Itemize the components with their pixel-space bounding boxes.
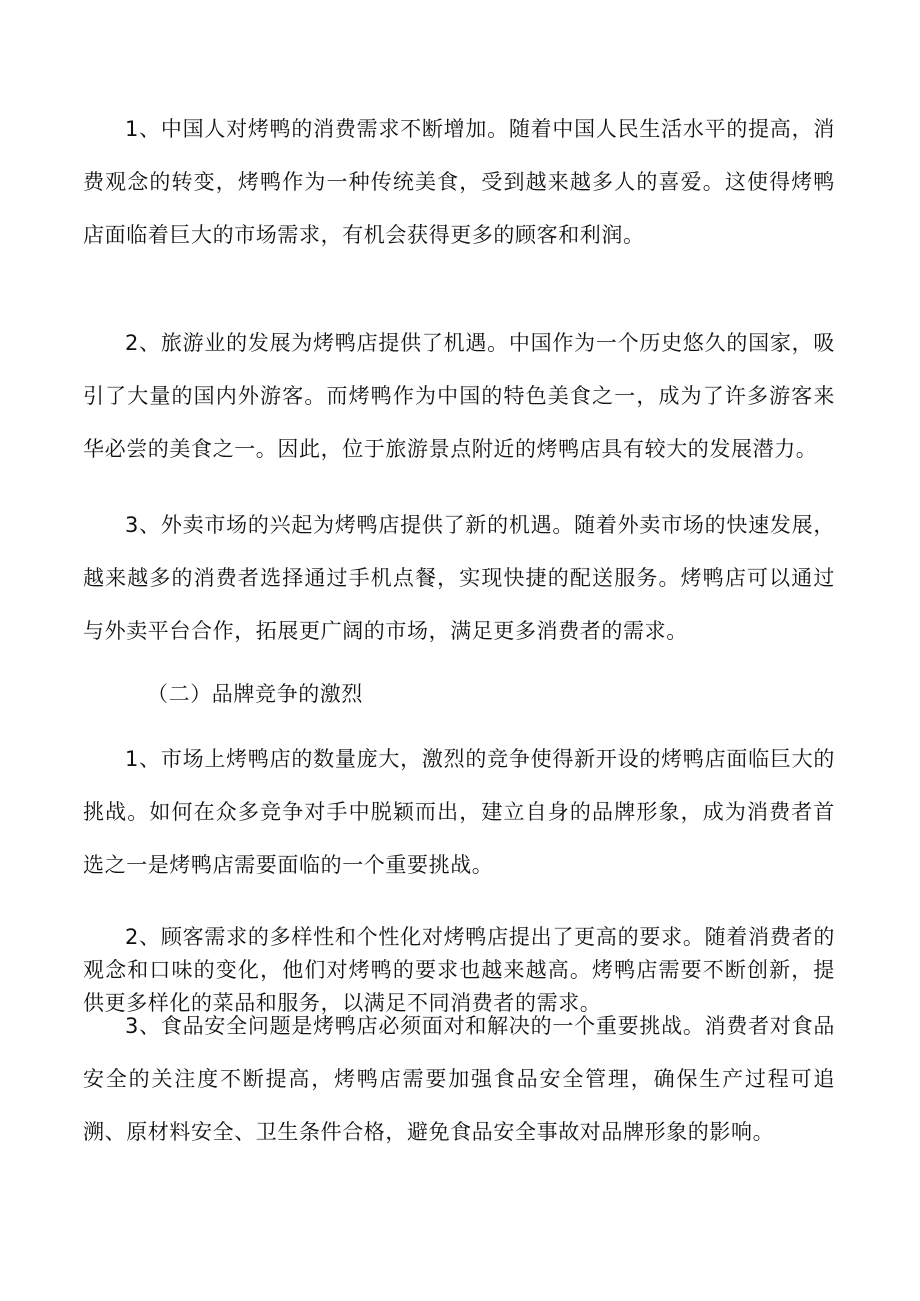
paragraph-tourism-opportunity: 2、旅游业的发展为烤鸭店提供了机遇。中国作为一个历史悠久的国家，吸引了大量的国内外游客。而烤鸭作为中国的特色美食之一，成为了许多游客来华必尝的美食之一。因此，位于旅游景点附近的烤鸭店具有较大的发展潜力。 [83,331,835,461]
paragraph-market-competition: 1、市场上烤鸭店的数量庞大，激烈的竞争使得新开设的烤鸭店面临巨大的挑战。如何在众多竞争对手中脱颖而出，建立自身的品牌形象，成为消费者首选之一是烤鸭店需要面临的一个重要挑战。 [83,747,835,877]
section-heading: （二）品牌竞争的激烈 [147,682,363,706]
paragraph-customer-diversity: 2、顾客需求的多样性和个性化对烤鸭店提出了更高的要求。随着消费者的观念和口味的变化，他们对烤鸭的要求也越来越高。烤鸭店需要不断创新，提供更多样化的菜品和服务，以满足不同消费者的需求。 [83,925,835,1015]
paragraph-food-safety: 3、食品安全问题是烤鸭店必须面对和解决的一个重要挑战。消费者对食品安全的关注度不断提高，烤鸭店需要加强食品安全管理，确保生产过程可追溯、原材料安全、卫生条件合格，避免食品安全事故对品牌形象的影响。 [83,1014,835,1144]
paragraph-consumer-demand: 1、中国人对烤鸭的消费需求不断增加。随着中国人民生活水平的提高，消费观念的转变，烤鸭作为一种传统美食，受到越来越多人的喜爱。这使得烤鸭店面临着巨大的市场需求，有机会获得更多的顾客和利润。 [83,117,835,247]
paragraph-takeout-market: 3、外卖市场的兴起为烤鸭店提供了新的机遇。随着外卖市场的快速发展，越来越多的消费者选择通过手机点餐，实现快捷的配送服务。烤鸭店可以通过与外卖平台合作，拓展更广阔的市场，满足更多消费者的需求。 [83,513,835,643]
